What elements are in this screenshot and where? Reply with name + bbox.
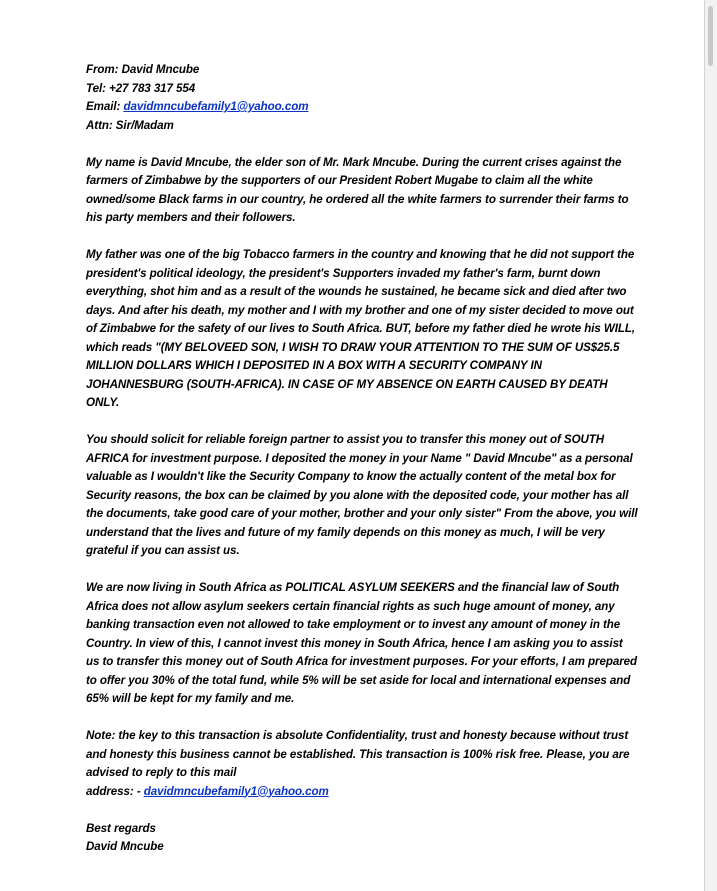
spacer: [86, 801, 638, 820]
email-line: [86, 98, 638, 117]
paragraph-asylum: We are now living in South Africa as POLITICAL ASYLUM SEEKERS and the financial law of South Africa does not allow asylum seekers certain financial rights as such huge amount of money, any banking transaction even not allowed to take employment or to invest any amount of money in the Country. In view of this, I cannot invest this money in South Africa, hence I am asking you to assist us to transfer this money out of South Africa for investment purposes. For your efforts, I am prepared to offer you 30% of the total fund, while 5% will be set aside for local and international expenses and 65% will be kept for my family and me.: [86, 581, 638, 705]
scrollbar-thumb[interactable]: [708, 6, 713, 66]
spacer: [86, 561, 638, 580]
tel-line: Tel: +27 783 317 554: [86, 81, 196, 95]
spacer: [86, 228, 638, 247]
email-link[interactable]: davidmncubefamily1@yahoo.com: [123, 100, 309, 113]
best-regards: Best regards: [86, 821, 156, 835]
attn-line: Attn: Sir/Madam: [86, 118, 174, 132]
letter-header: [86, 61, 638, 135]
signature-name: David Mncube: [86, 840, 164, 853]
address-label: address: -: [86, 784, 144, 798]
address-email-link[interactable]: davidmncubefamily1@yahoo.com: [143, 784, 329, 798]
scrollbar[interactable]: [704, 0, 717, 891]
signature-block: [86, 820, 638, 857]
spacer: [86, 413, 638, 432]
paragraph-note: [86, 727, 638, 801]
note-text: Note: the key to this transaction is absolute Confidentiality, trust and honesty because without trust and honesty this business cannot be established. This transaction is 100% risk free. Please, you are advised to reply to this mail: [86, 729, 630, 779]
letter-body: [86, 61, 638, 857]
from-line: From: David Mncube: [86, 63, 200, 76]
spacer: [86, 135, 638, 154]
email-label: Email:: [86, 100, 124, 113]
spacer: [86, 709, 638, 728]
paragraph-request: You should solicit for reliable foreign partner to assist you to transfer this money out of SOUTH AFRICA for investment purpose. I deposited the money in your Name " David Mncube" as a personal valuable as I wouldn't like the Security Company to know the actually content of the metal box for Security reasons, the box can be claimed by you alone with the deposited code, your mother has all the documents, take good care of your mother, brother and your only sister" From the above, you will understand that the lives and future of my family depends on this money as much, I will be very grateful if you can assist us.: [86, 433, 638, 557]
paragraph-father-will: My father was one of the big Tobacco farmers in the country and knowing that he did not support the president's political ideology, the president's Supporters invaded my father's farm, burnt down everything, shot him and as a result of the wounds he sustained, he became sick and died after two days. And after his death, my mother and I with my brother and one of my sister decided to move out of Zimbabwe for the safety of our lives to South Africa. BUT, before my father died he wrote his WILL, which reads "(MY BELOVEED SON, I WISH TO DRAW YOUR ATTENTION TO THE SUM OF US$25.5 MILLION DOLLARS WHICH I DEPOSITED IN A BOX WITH A SECURITY COMPANY IN JOHANNESBURG (SOUTH-AFRICA). IN CASE OF MY ABSENCE ON EARTH CAUSED BY DEATH ONLY.: [86, 248, 636, 409]
paragraph-intro: My name is David Mncube, the elder son of Mr. Mark Mncube. During the current crises against the farmers of Zimbabwe by the supporters of our President Robert Mugabe to claim all the white owned/some Black farms in our country, he ordered all the white farmers to surrender their farms to his party members and their followers.: [86, 155, 629, 224]
